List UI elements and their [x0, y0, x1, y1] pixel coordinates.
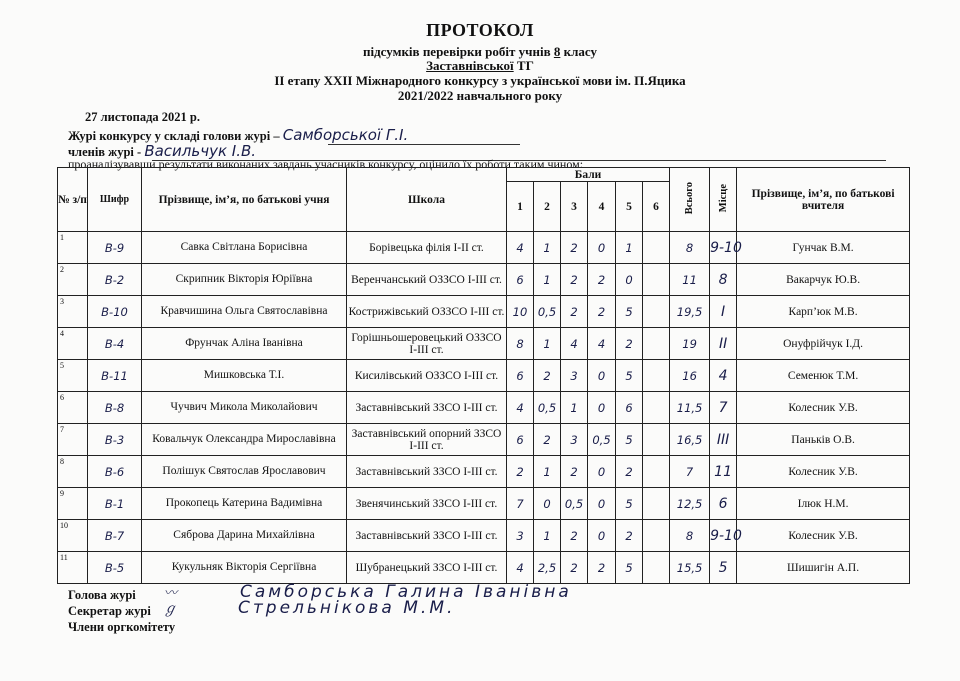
- score-cell: 3: [507, 520, 534, 552]
- grade-value: 8: [553, 44, 561, 59]
- code-cell: В-5: [88, 552, 142, 584]
- jury-line: Журі конкурсу у складі голови журі – Самборської Г.І.: [68, 126, 409, 144]
- score-cell: 2: [588, 264, 616, 296]
- score-cell: 1: [561, 392, 588, 424]
- school-cell: Горішньошеровецький ОЗЗСО І-ІІІ ст.: [347, 328, 507, 360]
- table-row: [58, 488, 910, 520]
- score-cell: [643, 488, 670, 520]
- score-cell: 6: [616, 392, 643, 424]
- total-cell: 11,5: [670, 392, 710, 424]
- student-cell: Кравчишина Ольга Святославівна: [142, 296, 347, 328]
- place-cell: 8: [710, 264, 737, 296]
- score-cell: 2: [616, 520, 643, 552]
- student-cell: Полішук Святослав Ярославович: [142, 456, 347, 488]
- total-cell: 8: [670, 232, 710, 264]
- header-school: Школа: [347, 168, 507, 232]
- header-student: Прізвище, ім’я, по батькові учня: [142, 168, 347, 232]
- score-cell: [643, 424, 670, 456]
- total-cell: 19,5: [670, 296, 710, 328]
- competition-line: ІІ етапу ХХІІ Міжнародного конкурсу з української мови ім. П.Яцика: [274, 73, 686, 88]
- row-number: 2: [60, 265, 64, 274]
- header-total: Всього: [670, 168, 710, 232]
- student-cell: Сяброва Дарина Михайлівна: [142, 520, 347, 552]
- score-cell: 6: [507, 424, 534, 456]
- table-row: [58, 456, 910, 488]
- score-cell: 1: [534, 232, 561, 264]
- score-cell: 0: [534, 488, 561, 520]
- total-cell: 11: [670, 264, 710, 296]
- school-cell: Заставнівський опорний ЗЗСО І-ІІІ ст.: [347, 424, 507, 456]
- teacher-cell: Колесник У.В.: [737, 392, 910, 424]
- score-cell: 4: [588, 328, 616, 360]
- score-cell: 4: [507, 392, 534, 424]
- score-cell: 0,5: [561, 488, 588, 520]
- teacher-cell: Колесник У.В.: [737, 520, 910, 552]
- school-cell: Веренчанський ОЗЗСО І-ІІІ ст.: [347, 264, 507, 296]
- score-cell: [643, 520, 670, 552]
- row-number: 11: [60, 553, 68, 562]
- student-cell: Фрунчак Аліна Іванівна: [142, 328, 347, 360]
- score-cell: 8: [507, 328, 534, 360]
- row-number-cell: [58, 232, 88, 264]
- place-cell: 7: [710, 392, 737, 424]
- table-row: [58, 232, 910, 264]
- score-cell: 5: [616, 552, 643, 584]
- document-subtitle: підсумків перевірки робіт учнів 8 класу: [362, 44, 597, 59]
- score-cell: 2: [561, 520, 588, 552]
- row-number-cell: [58, 552, 88, 584]
- score-cell: 5: [616, 296, 643, 328]
- place-cell: 4: [710, 360, 737, 392]
- row-number: 7: [60, 425, 64, 434]
- teacher-cell: Онуфрійчук І.Д.: [737, 328, 910, 360]
- row-number: 3: [60, 297, 64, 306]
- teacher-cell: Семенюк Т.М.: [737, 360, 910, 392]
- town-line: Заставнівської ТГ: [426, 58, 534, 73]
- row-number-cell: [58, 296, 88, 328]
- teacher-cell: Паньків О.В.: [737, 424, 910, 456]
- score-cell: 7: [507, 488, 534, 520]
- members-handwritten: Васильчук І.В.: [144, 142, 257, 160]
- row-number-cell: [58, 360, 88, 392]
- document-title: ПРОТОКОЛ: [426, 20, 534, 40]
- row-number: 5: [60, 361, 64, 370]
- score-cell: [643, 456, 670, 488]
- row-number-cell: [58, 264, 88, 296]
- score-cell: [643, 360, 670, 392]
- score-cell: 1: [534, 328, 561, 360]
- school-cell: Звенячинський ЗЗСО І-ІІІ ст.: [347, 488, 507, 520]
- code-cell: В-2: [88, 264, 142, 296]
- score-cell: 0: [588, 232, 616, 264]
- row-number-cell: [58, 520, 88, 552]
- table-row: [58, 424, 910, 456]
- place-cell: 5: [710, 552, 737, 584]
- row-number-cell: [58, 392, 88, 424]
- score-cell: 0,5: [534, 392, 561, 424]
- teacher-cell: Ілюк Н.М.: [737, 488, 910, 520]
- score-cell: 2: [534, 424, 561, 456]
- score-col-header: 4: [588, 182, 616, 232]
- place-cell: ІІ: [710, 328, 737, 360]
- total-cell: 7: [670, 456, 710, 488]
- place-cell: 9-10: [710, 520, 737, 552]
- table-row: [58, 264, 910, 296]
- committee-label: Члени оргкомітету: [68, 620, 176, 634]
- score-cell: 2,5: [534, 552, 561, 584]
- score-col-header: 1: [507, 182, 534, 232]
- table-row: [58, 552, 910, 584]
- code-cell: В-7: [88, 520, 142, 552]
- total-cell: 12,5: [670, 488, 710, 520]
- code-cell: В-4: [88, 328, 142, 360]
- score-cell: 2: [616, 456, 643, 488]
- total-cell: 19: [670, 328, 710, 360]
- score-col-header: 5: [616, 182, 643, 232]
- table-row: [58, 360, 910, 392]
- school-cell: Заставнівський ЗЗСО І-ІІІ ст.: [347, 456, 507, 488]
- student-cell: Мишковська Т.І.: [142, 360, 347, 392]
- place-cell: 6: [710, 488, 737, 520]
- score-cell: 0: [588, 360, 616, 392]
- header-num: № з/п: [58, 168, 88, 232]
- score-cell: 5: [616, 360, 643, 392]
- score-cell: 2: [561, 232, 588, 264]
- score-cell: 0,5: [588, 424, 616, 456]
- table-row: [58, 296, 910, 328]
- head-signature-icon: 〰: [164, 586, 178, 601]
- analysis-line: проаналізувавши результати виконаних завдань учасників конкурсу, оцінило їх роботи таким чином:: [68, 157, 584, 171]
- score-cell: 6: [507, 360, 534, 392]
- score-cell: [643, 552, 670, 584]
- row-number-cell: [58, 328, 88, 360]
- school-cell: Борівецька філія І-ІІ ст.: [347, 232, 507, 264]
- score-cell: 2: [534, 360, 561, 392]
- head-signature-name: Самборська Галина Іванівна: [240, 582, 572, 602]
- score-cell: 2: [507, 456, 534, 488]
- code-cell: В-10: [88, 296, 142, 328]
- score-cell: [643, 232, 670, 264]
- student-cell: Прокопець Катерина Вадимівна: [142, 488, 347, 520]
- table-row: [58, 328, 910, 360]
- score-cell: [643, 328, 670, 360]
- school-year-line: 2021/2022 навчального року: [397, 88, 563, 103]
- secretary-label: Секретар журі: [68, 604, 151, 618]
- score-cell: 4: [507, 232, 534, 264]
- score-cell: 1: [616, 232, 643, 264]
- score-cell: 4: [507, 552, 534, 584]
- score-col-header: 3: [561, 182, 588, 232]
- score-cell: 5: [616, 424, 643, 456]
- score-cell: 0: [588, 392, 616, 424]
- score-cell: 3: [561, 360, 588, 392]
- place-cell: І: [710, 296, 737, 328]
- score-cell: 2: [561, 296, 588, 328]
- row-number: 4: [60, 329, 64, 338]
- code-cell: В-6: [88, 456, 142, 488]
- score-cell: 0,5: [534, 296, 561, 328]
- score-cell: 3: [561, 424, 588, 456]
- place-cell: 11: [710, 456, 737, 488]
- score-col-header: 6: [643, 182, 670, 232]
- student-cell: Савка Світлана Борисівна: [142, 232, 347, 264]
- score-cell: 0: [588, 456, 616, 488]
- score-cell: 2: [588, 552, 616, 584]
- score-cell: 2: [561, 552, 588, 584]
- row-number-cell: [58, 424, 88, 456]
- table-row: [58, 520, 910, 552]
- row-number: 9: [60, 489, 64, 498]
- score-cell: 6: [507, 264, 534, 296]
- members-line: членів журі - Васильчук І.В.: [68, 142, 257, 160]
- head-of-jury-label: Голова журі: [68, 588, 136, 602]
- header-teacher: Прізвище, ім’я, по батькові вчителя: [737, 168, 910, 232]
- score-cell: 1: [534, 456, 561, 488]
- score-cell: [643, 392, 670, 424]
- score-cell: 2: [588, 296, 616, 328]
- teacher-cell: Колесник У.В.: [737, 456, 910, 488]
- row-number: 10: [60, 521, 68, 530]
- school-cell: Шубранецький ЗЗСО І-ІІІ ст.: [347, 552, 507, 584]
- total-cell: 15,5: [670, 552, 710, 584]
- score-cell: 1: [534, 520, 561, 552]
- row-number-cell: [58, 488, 88, 520]
- score-col-header: 2: [534, 182, 561, 232]
- school-cell: Кострижівський ОЗЗСО І-ІІІ ст.: [347, 296, 507, 328]
- score-cell: [643, 264, 670, 296]
- jury-head-handwritten: Самборської Г.І.: [282, 126, 409, 144]
- score-cell: 0: [588, 488, 616, 520]
- score-cell: 0: [588, 520, 616, 552]
- town-name: Заставнівської: [426, 58, 514, 73]
- row-number: 6: [60, 393, 64, 402]
- school-cell: Заставнівський ЗЗСО І-ІІІ ст.: [347, 392, 507, 424]
- code-cell: В-3: [88, 424, 142, 456]
- score-cell: 2: [616, 328, 643, 360]
- row-number: 8: [60, 457, 64, 466]
- school-cell: Кисилівський ОЗЗСО І-ІІІ ст.: [347, 360, 507, 392]
- place-cell: ІІІ: [710, 424, 737, 456]
- teacher-cell: Карп’юк М.В.: [737, 296, 910, 328]
- header-scores: Бали: [507, 168, 670, 182]
- student-cell: Кукульняк Вікторія Сергіївна: [142, 552, 347, 584]
- score-cell: 5: [616, 488, 643, 520]
- header-place: Місце: [710, 168, 737, 232]
- protocol-date: 27 листопада 2021 р.: [85, 110, 200, 124]
- header-code: Шифр: [88, 168, 142, 232]
- score-cell: 10: [507, 296, 534, 328]
- code-cell: В-9: [88, 232, 142, 264]
- code-cell: В-11: [88, 360, 142, 392]
- table-row: [58, 392, 910, 424]
- score-cell: 0: [616, 264, 643, 296]
- code-cell: В-1: [88, 488, 142, 520]
- total-cell: 16: [670, 360, 710, 392]
- score-cell: [643, 296, 670, 328]
- student-cell: Чучвич Микола Миколайович: [142, 392, 347, 424]
- teacher-cell: Вакарчук Ю.В.: [737, 264, 910, 296]
- teacher-cell: Шишигін А.П.: [737, 552, 910, 584]
- school-cell: Заставнівський ЗЗСО І-ІІІ ст.: [347, 520, 507, 552]
- teacher-cell: Гунчак В.М.: [737, 232, 910, 264]
- results-table: [57, 167, 910, 584]
- student-cell: Ковальчук Олександра Мирославівна: [142, 424, 347, 456]
- score-cell: 4: [561, 328, 588, 360]
- total-cell: 16,5: [670, 424, 710, 456]
- score-cell: 1: [534, 264, 561, 296]
- row-number-cell: [58, 456, 88, 488]
- student-cell: Скрипник Вікторія Юріївна: [142, 264, 347, 296]
- score-cell: 2: [561, 456, 588, 488]
- secretary-signature-icon: ℊ: [163, 601, 177, 617]
- score-cell: 2: [561, 264, 588, 296]
- secretary-signature-name: Стрельнікова М.М.: [238, 598, 456, 618]
- total-cell: 8: [670, 520, 710, 552]
- jury-head-underline: [328, 144, 520, 145]
- row-number: 1: [60, 233, 64, 242]
- code-cell: В-8: [88, 392, 142, 424]
- place-cell: 9-10: [710, 232, 737, 264]
